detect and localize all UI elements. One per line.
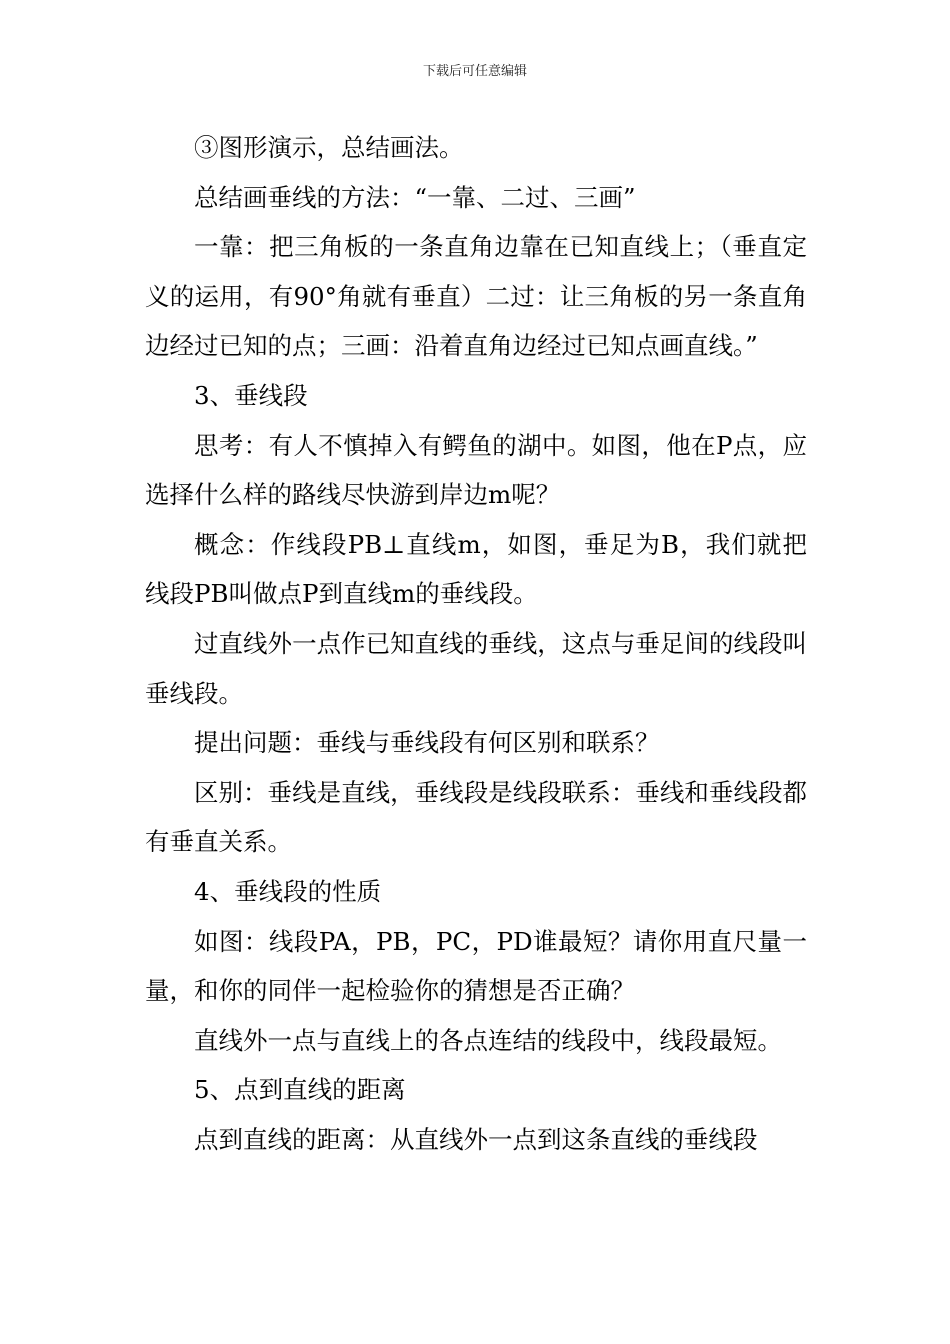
paragraph-definition: 过直线外一点作已知直线的垂线，这点与垂足间的线段叫垂线段。	[145, 628, 807, 708]
paragraph-think: 思考：有人不慎掉入有鳄鱼的湖中。如图，他在P点，应选择什么样的路线尽快游到岸边m呢？	[145, 430, 807, 510]
paragraph-method-summary: 总结画垂线的方法：“一靠、二过、三画”	[194, 182, 636, 212]
page-header: 下载后可任意编辑	[422, 64, 527, 79]
paragraph-method-detail: 一靠：把三角板的一条直角边靠在已知直线上；（垂直定义的运用，有90°角就有垂直）二过：让三角板的另一条直角边经过已知的点；三画：沿着直角边经过已知点画直线。”	[145, 232, 807, 361]
paragraph-figure-question: 如图：线段PA，PB，PC，PD谁最短？请你用直尺量一量，和你的同伴一起检验你的猜想是否正确？	[145, 926, 807, 1006]
heading-perpendicular-segment: 3、垂线段	[194, 380, 308, 410]
paragraph-distance-definition: 点到直线的距离：从直线外一点到这条直线的垂线段	[194, 1124, 758, 1154]
heading-point-line-distance: 5、点到直线的距离	[194, 1075, 406, 1105]
paragraph-difference: 区别：垂线是直线，垂线段是线段联系：垂线和垂线段都有垂直关系。	[145, 777, 807, 857]
paragraph-concept: 概念：作线段PB⊥直线m，如图，垂足为B，我们就把线段PB叫做点P到直线m的垂线段。	[145, 529, 807, 609]
heading-segment-property: 4、垂线段的性质	[194, 876, 382, 906]
document-body	[145, 123, 807, 1164]
paragraph-step3-demo: ③图形演示，总结画法。	[194, 133, 464, 162]
paragraph-shortest-property: 直线外一点与直线上的各点连结的线段中，线段最短。	[194, 1025, 782, 1055]
paragraph-question: 提出问题：垂线与垂线段有何区别和联系？	[194, 728, 660, 758]
